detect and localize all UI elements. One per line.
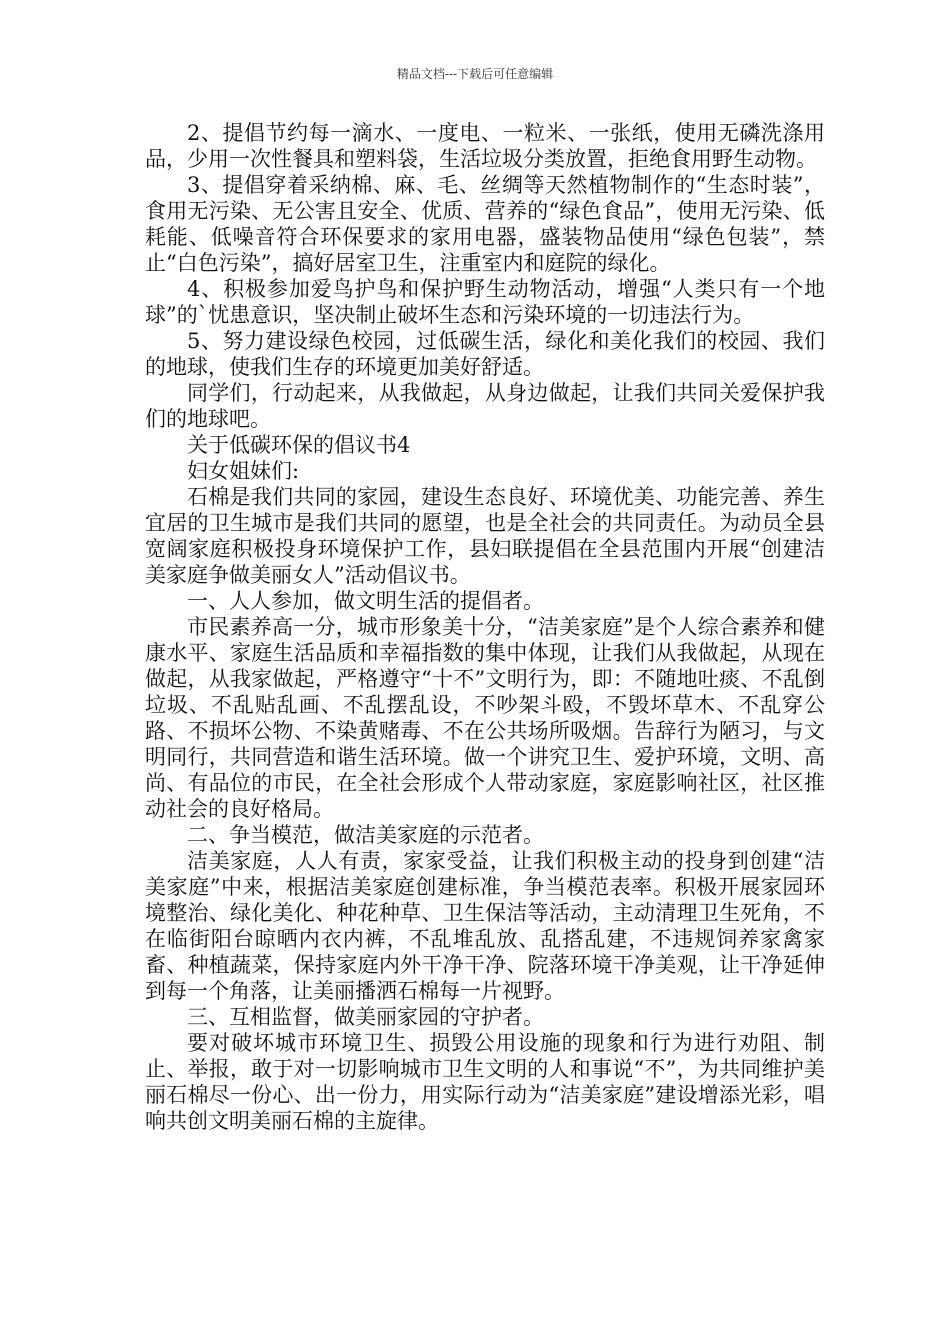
paragraph-two: 洁美家庭，人人有责，家家受益，让我们积极主动的投身到创建“洁美家庭”中来，根据洁美家庭创建标准，争当模范表率。积极开展家园环境整治、绿化美化、种花种草、卫生保洁等活动，主动清理卫生死角，不在临街阳台晾晒内衣内裤，不乱堆乱放、乱搭乱建，不违规饲养家禽家畜、种植蔬菜，保持家庭内外干净干净、院落环境干净美观，让干净延伸到每一个角落，让美丽播洒石棉每一片视野。 <box>145 849 825 1003</box>
paragraph-item-4: 4、积极参加爱鸟护鸟和保护野生动物活动，增强“人类只有一个地球”的`忧患意识，坚决制止破坏生态和污染环境的一切违法行为。 <box>145 277 825 327</box>
paragraph-closing: 同学们，行动起来，从我做起，从身边做起，让我们共同关爱保护我们的地球吧。 <box>145 381 825 431</box>
paragraph-intro: 石棉是我们共同的家园，建设生态良好、环境优美、功能完善、养生宜居的卫生城市是我们共同的愿望，也是全社会的共同责任。为动员全县宽阔家庭积极投身环境保护工作，县妇联提倡在全县范围内开展“创建洁美家庭争做美丽女人”活动倡议书。 <box>145 485 825 587</box>
document-body <box>145 120 825 1134</box>
page-header: 精品文档---下载后可任意编辑 <box>396 67 554 81</box>
section-title: 关于低碳环保的倡议书4 <box>187 433 411 457</box>
heading-two: 二、争当模范，做洁美家庭的示范者。 <box>187 823 544 847</box>
paragraph-three: 要对破坏城市环境卫生、损毁公用设施的现象和行为进行劝阻、制止、举报，敢于对一切影响城市卫生文明的人和事说“不”，为共同维护美丽石棉尽一份心、出一份力，用实际行动为“洁美家庭”建设增添光彩，唱响共创文明美丽石棉的主旋律。 <box>145 1031 825 1133</box>
paragraph-item-5: 5、努力建设绿色校园，过低碳生活，绿化和美化我们的校园、我们的地球，使我们生存的环境更加美好舒适。 <box>145 329 825 379</box>
heading-three: 三、互相监督，做美丽家园的守护者。 <box>187 1005 544 1029</box>
heading-one: 一、人人参加，做文明生活的提倡者。 <box>187 589 544 613</box>
paragraph-item-2: 2、提倡节约每一滴水、一度电、一粒米、一张纸，使用无磷洗涤用品，少用一次性餐具和塑料袋，生活垃圾分类放置，拒绝食用野生动物。 <box>145 121 825 171</box>
salutation: 妇女姐妹们: <box>187 459 300 483</box>
paragraph-one: 市民素养高一分，城市形象美十分，“洁美家庭”是个人综合素养和健康水平、家庭生活品质和幸福指数的集中体现，让我们从我做起，从现在做起，从我家做起，严格遵守“十不”文明行为，即：不随地吐痰、不乱倒垃圾、不乱贴乱画、不乱摆乱设，不吵架斗殴，不毁坏草木、不乱穿公路、不损坏公物、不染黄赌毒、不在公共场所吸烟。告辞行为陋习，与文明同行，共同营造和谐生活环境。做一个讲究卫生、爱护环境，文明、高尚、有品位的市民，在全社会形成个人带动家庭，家庭影响社区，社区推动社会的良好格局。 <box>145 615 825 821</box>
paragraph-item-3: 3、提倡穿着采纳棉、麻、毛、丝绸等天然植物制作的“生态时装”，食用无污染、无公害且安全、优质、营养的“绿色食品”，使用无污染、低耗能、低噪音符合环保要求的家用电器，盛装物品使用“绿色包装”，禁止“白色污染”，搞好居室卫生，注重室内和庭院的绿化。 <box>145 173 825 275</box>
